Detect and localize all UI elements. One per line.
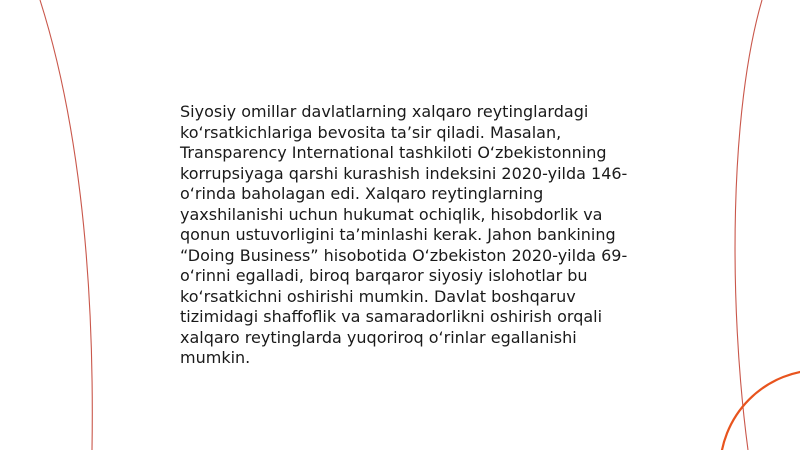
left-curve-line: [40, 0, 92, 450]
body-paragraph: Siyosiy omillar davlatlarning xalqaro reytinglardagi ko‘rsatkichlariga bevosita ta’sir qiladi. Masalan, Transparency International tashkiloti O‘zbekistonning korrupsiyaga qarshi kurashish indeksini 2020-yilda 146-o‘rinda baholagan edi. Xalqaro reytinglarning yaxshilanishi uchun hukumat ochiqlik, hisobdorlik va qonun ustuvorligini ta’minlashi kerak. Jahon bankining “Doing Business” hisobotida O‘zbekiston 2020-yilda 69-o‘rinni egalladi, biroq barqaror siyosiy islohotlar bu ko‘rsatkichni oshirishi mumkin. Davlat boshqaruv tizimidagi shaffoflik va samaradorlikni oshirish orqali xalqaro reytinglarda yuqoriroq o‘rinlar egallanishi mumkin.: [180, 102, 628, 367]
orange-arc: [720, 370, 800, 450]
right-curve-line: [735, 0, 762, 450]
